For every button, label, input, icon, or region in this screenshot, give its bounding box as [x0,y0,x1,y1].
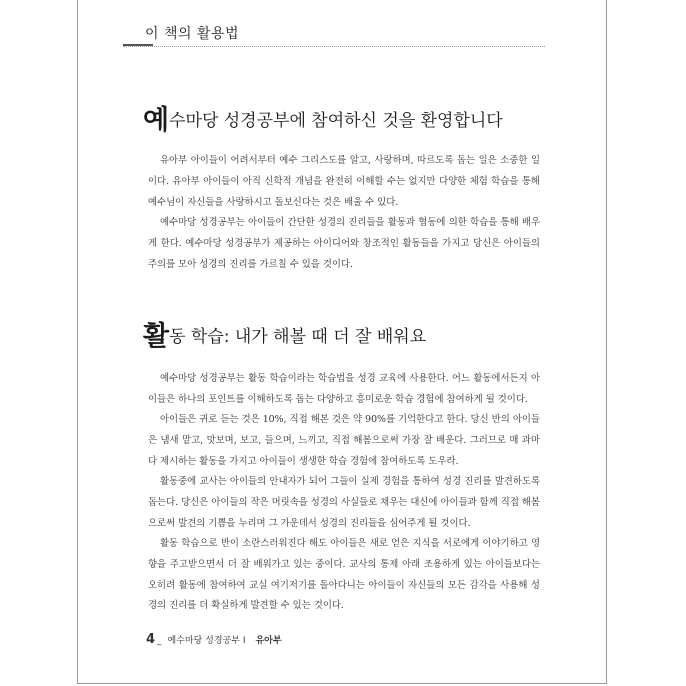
heading-initial: 활 [143,321,170,352]
paragraph: 활동중에 교사는 아이들의 안내자가 되어 그들이 실제 경험을 통하여 성경 진리를 발견하도록 돕는다. 당신은 아이들의 작은 머릿속을 성경의 사실들로 채우는 대신에 아이들과 함께 직접 해봄으로써 발견의 기쁨을 누리며 그 가운데서 성경의 진리들을 심어주게 될 것이다. [148,476,540,529]
footer-subtitle: 유아부 [255,636,282,646]
paragraph: 예수마당 성경공부는 활동 학습이라는 학습법을 성경 교육에 사용한다. 어느 활동에서든지 아이들은 하나의 포인트를 이해하도록 돕는 다양하고 흥미로운 학습 경험에 참여하게 될 것이다. [148,373,540,405]
paragraph: 아이들은 귀로 듣는 것은 10%, 직접 해본 것은 약 90%를 기억한다고 한다. 당신 반의 아이들은 냄새 맡고, 맛보며, 보고, 들으며, 느끼고, 직접 해봄으로써 가장 잘 배운다. 그러므로 매 과마다 제시하는 활동을 가지고 아이들이 생생한 학습 경험에 참여하도록 도우라. [148,414,540,467]
footer-book-title: 예수마당 성경공부 I [167,636,246,646]
footer-separator: _ [157,636,162,646]
section-heading-welcome [143,98,503,137]
paragraph: 유아부 아이들이 어려서부터 예수 그리스도를 알고, 사랑하며, 따르도록 돕는 일은 소중한 일이다. 유아부 아이들이 아직 신학적 개념을 완전히 이해할 수는 없지만 다양한 체험 학습을 통해 예수님이 자신들을 사랑하시고 돌보신다는 것은 배울 수 있다. [148,155,540,208]
heading-text: 동 학습: 내가 해볼 때 더 잘 배워요 [169,327,427,347]
page-number: 4 [146,632,156,647]
section-heading-activity-learning [143,314,426,353]
header-dotted-rule [123,46,545,47]
page-header-title: 이 책의 활용법 [145,26,240,42]
paragraph: 활동 학습으로 반이 소란스러워진다 해도 아이들은 새로 얻은 지식을 서로에게 이야기하고 영향을 주고받으면서 더 잘 배워가고 있는 중이다. 교사의 통제 아래 조용하게 있는 아이들보다는 오히려 활동에 참여하여 교실 여기저기를 돌아다니는 아이들이 자신들의 모든 감각을 사용해 성경의 진리를 더 확실하게 발견할 수 있는 것이다. [148,538,540,612]
page-footer [146,632,282,647]
heading-initial: 예 [143,105,170,136]
heading-text: 수마당 성경공부에 참여하신 것을 환영합니다 [169,111,503,131]
paragraph: 예수마당 성경공부는 아이들이 간단한 성경의 진리들을 활동과 협동에 의한 학습을 통해 배우게 한다. 예수마당 성경공부가 제공하는 아이디어와 창조적인 활동들을 가지고 당신은 아이들의 주의를 모아 성경의 진리를 가르칠 수 있을 것이다. [148,217,540,270]
